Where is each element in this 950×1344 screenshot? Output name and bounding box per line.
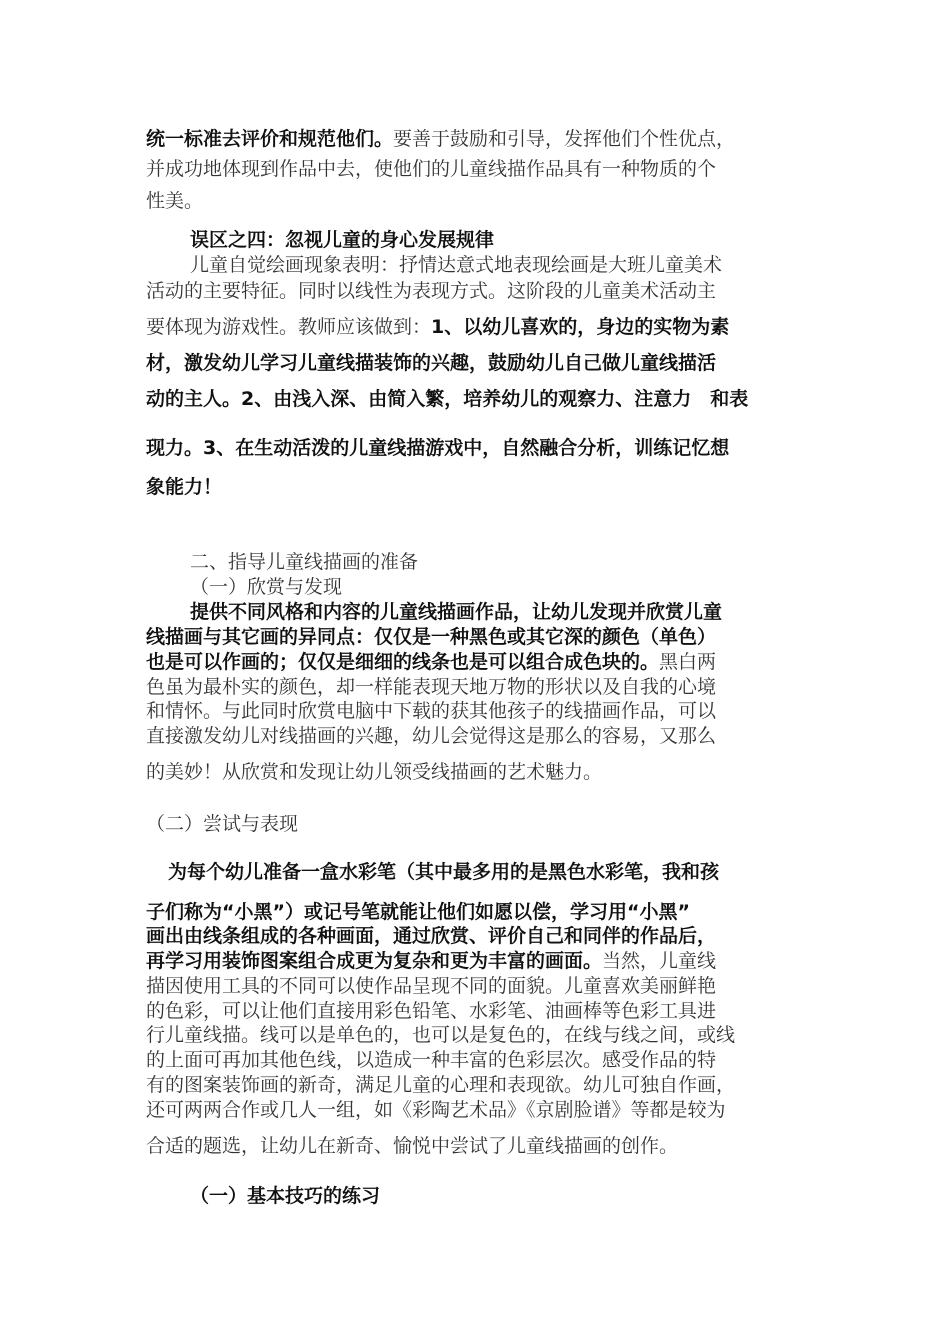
paragraph-line: [146, 900, 690, 924]
paragraph-line: [146, 675, 716, 699]
paragraph-line: [146, 279, 716, 303]
paragraph-line: [146, 1023, 735, 1047]
paragraph-line: [146, 1073, 735, 1097]
subsection-heading: [190, 575, 342, 599]
paragraph-line: [146, 974, 716, 998]
paragraph-line: [146, 157, 716, 181]
regular-text: 合适的题选，让幼儿在新奇、愉悦中尝试了儿童线描画的创作。: [146, 1135, 679, 1157]
regular-text: 黑白两: [659, 651, 717, 673]
regular-text: 色虽为最朴实的颜色，却一样能表现天地万物的形状以及自我的心境: [146, 676, 717, 698]
paragraph-line: [146, 999, 716, 1023]
paragraph-line: [146, 436, 729, 460]
section-heading: [190, 550, 418, 574]
paragraph-line: [146, 650, 716, 674]
regular-text: 并成功地体现到作品中去，使他们的儿童线描作品具有一种物质的个: [146, 158, 717, 180]
paragraph-line: [146, 699, 716, 723]
regular-text: 的色彩，可以让他们直接用彩色铅笔、水彩笔、油画棒等色彩工具进: [146, 1000, 717, 1022]
bold-text: （一）基本技巧的练习: [190, 1185, 381, 1207]
paragraph-line: [168, 860, 719, 884]
regular-text: （二）尝试与表现: [146, 813, 299, 835]
regular-text: 要善于鼓励和引导，发挥他们个性优点，: [393, 128, 736, 150]
bold-text: 也是可以作画的；仅仅是细细的线条也是可以组合成色块的。: [146, 651, 660, 673]
regular-text: 的上面可再加其他色线，以造成一种丰富的色彩层次。感受作品的特: [146, 1049, 717, 1071]
regular-text: 直接激发幼儿对线描画的兴趣，幼儿会觉得这是那么的容易，又那么: [146, 725, 717, 747]
regular-text: 活动的主要特征。同时以线性为表现方式。这阶段的儿童美术活动主: [146, 280, 717, 302]
paragraph-line: [146, 949, 716, 973]
bold-text: 线描画与其它画的异同点：仅仅是一种黑色或其它深的颜色（单色）: [146, 626, 717, 648]
bold-text: 画出由线条组成的各种画面，通过欣赏、评价自己和同伴的作品后，: [146, 925, 717, 947]
bold-text: 象能力！: [146, 476, 223, 498]
paragraph-line: [146, 625, 716, 649]
regular-text: 还可两两合作或几人一组，如《彩陶艺术品》《京剧脸谱》等都是较为: [146, 1099, 726, 1121]
bold-text: 统一标准去评价和规范他们。: [146, 128, 394, 150]
paragraph-line: [146, 127, 735, 151]
regular-text: 和情怀。与此同时欣赏电脑中下载的获其他孩子的线描画作品，可以: [146, 700, 717, 722]
subsection-heading: [146, 812, 298, 836]
regular-text: 描因使用工具的不同可以使作品呈现不同的面貌。儿童喜欢美丽鲜艳: [146, 975, 717, 997]
bold-text: 子们称为“小黑”）或记号笔就能让他们如愿以偿，学习用“小黑”: [146, 901, 690, 923]
paragraph-line: [146, 1134, 678, 1158]
bold-text: 1、以幼儿喜欢的，身边的实物为素: [431, 316, 730, 338]
paragraph-line: [146, 760, 602, 784]
regular-text: 有的图案装饰画的新奇，满足儿童的心理和表现欲。幼儿可独自作画，: [146, 1074, 736, 1096]
regular-text: 当然，儿童线: [602, 950, 717, 972]
bold-text: 误区之四：忽视儿童的身心发展规律: [190, 229, 495, 251]
paragraph-line: [146, 724, 716, 748]
bold-text: 再学习用装饰图案组合成更为复杂和更为丰富的画面。: [146, 950, 603, 972]
regular-text: （一）欣赏与发现: [190, 576, 343, 598]
paragraph-line: [190, 253, 722, 277]
regular-text: 的美妙！从欣赏和发现让幼儿领受线描画的艺术魅力。: [146, 761, 603, 783]
paragraph-line: [146, 1048, 716, 1072]
paragraph-line: [146, 475, 222, 499]
bold-text: 现力。3、在生动活泼的儿童线描游戏中，自然融合分析，训练记忆想: [146, 437, 730, 459]
bold-text: 材，激发幼儿学习儿童线描装饰的兴趣，鼓励幼儿自己做儿童线描活: [146, 352, 717, 374]
regular-text: 性美。: [146, 190, 204, 212]
bold-text: 动的主人。2、由浅入深、由简入繁，培养幼儿的观察力、注意力 和表: [146, 388, 749, 410]
bold-text: 为每个幼儿准备一盒水彩笔（其中最多用的是黑色水彩笔，我和孩: [168, 861, 720, 883]
bold-text: 提供不同风格和内容的儿童线描画作品，让幼儿发现并欣赏儿童: [190, 601, 723, 623]
subsection-heading: [190, 1184, 380, 1208]
paragraph-line: [146, 315, 729, 339]
regular-text: 行儿童线描。线可以是单色的，也可以是复色的，在线与线之间，或线: [146, 1024, 736, 1046]
paragraph-line: [146, 1098, 726, 1122]
regular-text: 二、指导儿童线描画的准备: [190, 551, 419, 573]
paragraph-line: [146, 351, 716, 375]
section-heading: [190, 228, 494, 252]
paragraph-line: [146, 924, 716, 948]
regular-text: 要体现为游戏性。教师应该做到：: [146, 316, 432, 338]
paragraph-line: [190, 600, 722, 624]
regular-text: 儿童自觉绘画现象表明：抒情达意式地表现绘画是大班儿童美术: [190, 254, 723, 276]
paragraph-line: [146, 189, 203, 213]
paragraph-line: [146, 387, 748, 411]
